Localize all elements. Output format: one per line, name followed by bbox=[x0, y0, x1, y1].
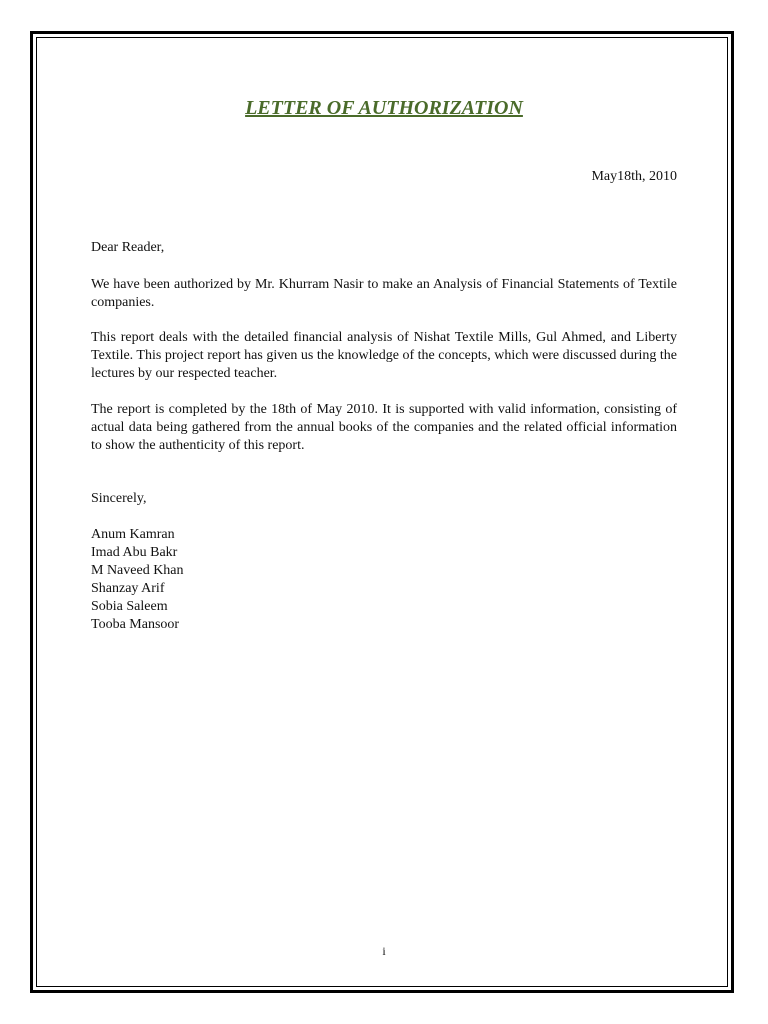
signer-list bbox=[91, 526, 184, 634]
letter-date: May18th, 2010 bbox=[591, 169, 677, 184]
closing: Sincerely, bbox=[91, 491, 147, 506]
signer-name: Sobia Saleem bbox=[91, 599, 168, 614]
letter-title: LETTER OF AUTHORIZATION bbox=[245, 97, 523, 119]
signer-name: Anum Kamran bbox=[91, 527, 175, 542]
signer-name: Imad Abu Bakr bbox=[91, 545, 178, 560]
paragraph: The report is completed by the 18th of May 2010. It is supported with valid information, consisting of actual data being gathered from the annual books of the companies and the related official information to show the authenticity of this report. bbox=[91, 402, 677, 453]
signer-name: Shanzay Arif bbox=[91, 581, 165, 596]
paragraph: We have been authorized by Mr. Khurram Nasir to make an Analysis of Financial Statements of Textile companies. bbox=[91, 277, 677, 310]
salutation: Dear Reader, bbox=[91, 240, 165, 255]
signer-name: M Naveed Khan bbox=[91, 563, 184, 578]
page-number: i bbox=[382, 944, 386, 958]
paragraph: This report deals with the detailed financial analysis of Nishat Textile Mills, Gul Ahmed, and Liberty Textile. This project report has given us the knowledge of the concepts, which were discussed during the lectures by our respected teacher. bbox=[91, 330, 677, 381]
signer-name: Tooba Mansoor bbox=[91, 617, 180, 632]
